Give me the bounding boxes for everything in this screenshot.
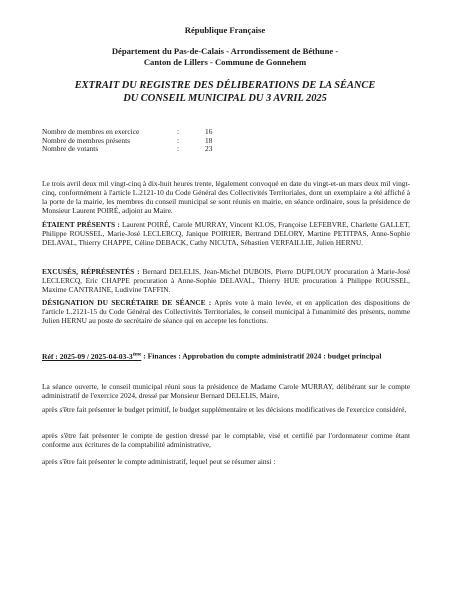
body-paragraph: La séance ouverte, le conseil municipal réuni sous la présidence de Madame Carole MURRAY, délibérant sur le compte administratif de l'exercice 2024, dressé par Monsieur Bernard DELELIS, Maire, xyxy=(42,382,410,400)
excuses-text: Bernard DELELIS, Jean-Michel DUBOIS, Pierre DUPLOUY procuration à Marie-José LECLERCQ, Eric CHAPPE procuration à Anne-Sophie DELAVAL, Thierry HUE procuration à Philippe ROUSSEL, Maxime CANTRAINE, Ludivine TAFFIN. xyxy=(42,267,411,294)
document-title xyxy=(28,80,422,105)
departement-line-1: Département du Pas-de-Calais - Arrondissement de Béthune - xyxy=(111,46,339,56)
presents-text: Laurent POIRÉ, Carole MURRAY, Vincent KLOS, Françoise LEFEBVRE, Charlette GALLET, Philippe ROUSSEL, Marie-José LECLERCQ, Janique POIRIER, Bertrand DELORY, Martine PETITPAS, Anne-Sophie DELAVAL, Thierry CHAPPE, Céline DEBACK, Cathy NICUTA, Sébastien VERFAILLIE, Julien HERNU. xyxy=(42,220,410,247)
reference-sup: ème xyxy=(132,352,142,357)
presents-paragraph xyxy=(42,220,410,247)
secretaire-lead: DÉSIGNATION DU SECRÉTAIRE DE SÉANCE : xyxy=(42,298,212,307)
departement-line-2: Canton de Lillers - Commune de Gonnehem xyxy=(143,56,307,67)
reference-subject: : Finances : Approbation du compte administratif 2024 : budget principal xyxy=(141,351,382,361)
republique-heading: République Française xyxy=(184,25,266,35)
title-line-1: EXTRAIT DU REGISTRE DES DÉLIBERATIONS DE LA SÉANCE xyxy=(74,80,376,91)
presents-lead: ÉTAIENT PRÉSENTS : xyxy=(42,220,120,229)
secretaire-text: Après vote à main levée, et en application des dispositions de l'article L.2121-15 du Code Général des Collectivités Territoriales, le conseil municipal à l'unanimité des présents, nomme Julien HERNU au poste de secrétaire de séance qui en accepte les fonctions. xyxy=(42,298,410,325)
body-paragraph: après s'être fait présenter le compte de gestion dressé par le comptable, visé et certifié par l'ordonnateur comme étant conforme aux écritures de la comptabilité administrative, xyxy=(42,431,410,449)
count-colon: : xyxy=(177,135,180,145)
count-row-votants xyxy=(42,145,235,154)
reference-number xyxy=(42,352,141,361)
count-colon: : xyxy=(177,144,180,154)
title-line-2: DU CONSEIL MUNICIPAL DU 3 AVRIL 2025 xyxy=(123,92,327,104)
departement-heading xyxy=(40,46,410,67)
excuses-lead: EXCUSÉS, RÉPRÉSENTÉS : xyxy=(42,267,140,276)
count-label: Nombre de membres en exercice xyxy=(42,127,140,136)
excuses-paragraph xyxy=(42,267,410,294)
count-value: 18 xyxy=(205,135,213,145)
count-value: 16 xyxy=(205,127,213,136)
intro-paragraph: Le trois avril deux mil vingt-cinq à dix-huit heures trente, légalement convoqué en date du vingt-et-un mars deux mil vingt-cinq, conformément à l'article L.2121-10 du Code Général des Collectivités Territoriales, dont un exemplaire a été affiché à la porte de la mairie, les membres du conseil municipal se sont réunis en mairie, en séance ordinaire, sous la présidence de Monsieur Laurent POIRÉ, adjoint au Maire. xyxy=(42,179,410,215)
count-colon: : xyxy=(177,127,180,136)
body-paragraph: après s'être fait présenter le budget primitif, le budget supplémentaire et les décisions modificatives de l'exercice considéré, xyxy=(42,405,407,414)
count-label: Nombre de membres présents xyxy=(42,135,131,145)
reference-heading xyxy=(42,350,410,361)
count-value: 23 xyxy=(205,144,213,154)
reference-number-text: Réf : 2025-09 / 2025-04-03-3 xyxy=(42,351,133,361)
secretaire-paragraph xyxy=(42,298,410,325)
members-count-table xyxy=(42,128,235,154)
body-paragraph: après s'être fait présenter le compte administratif, lequel peut se résumer ainsi : xyxy=(42,457,276,466)
count-label: Nombre de votants xyxy=(42,144,99,154)
